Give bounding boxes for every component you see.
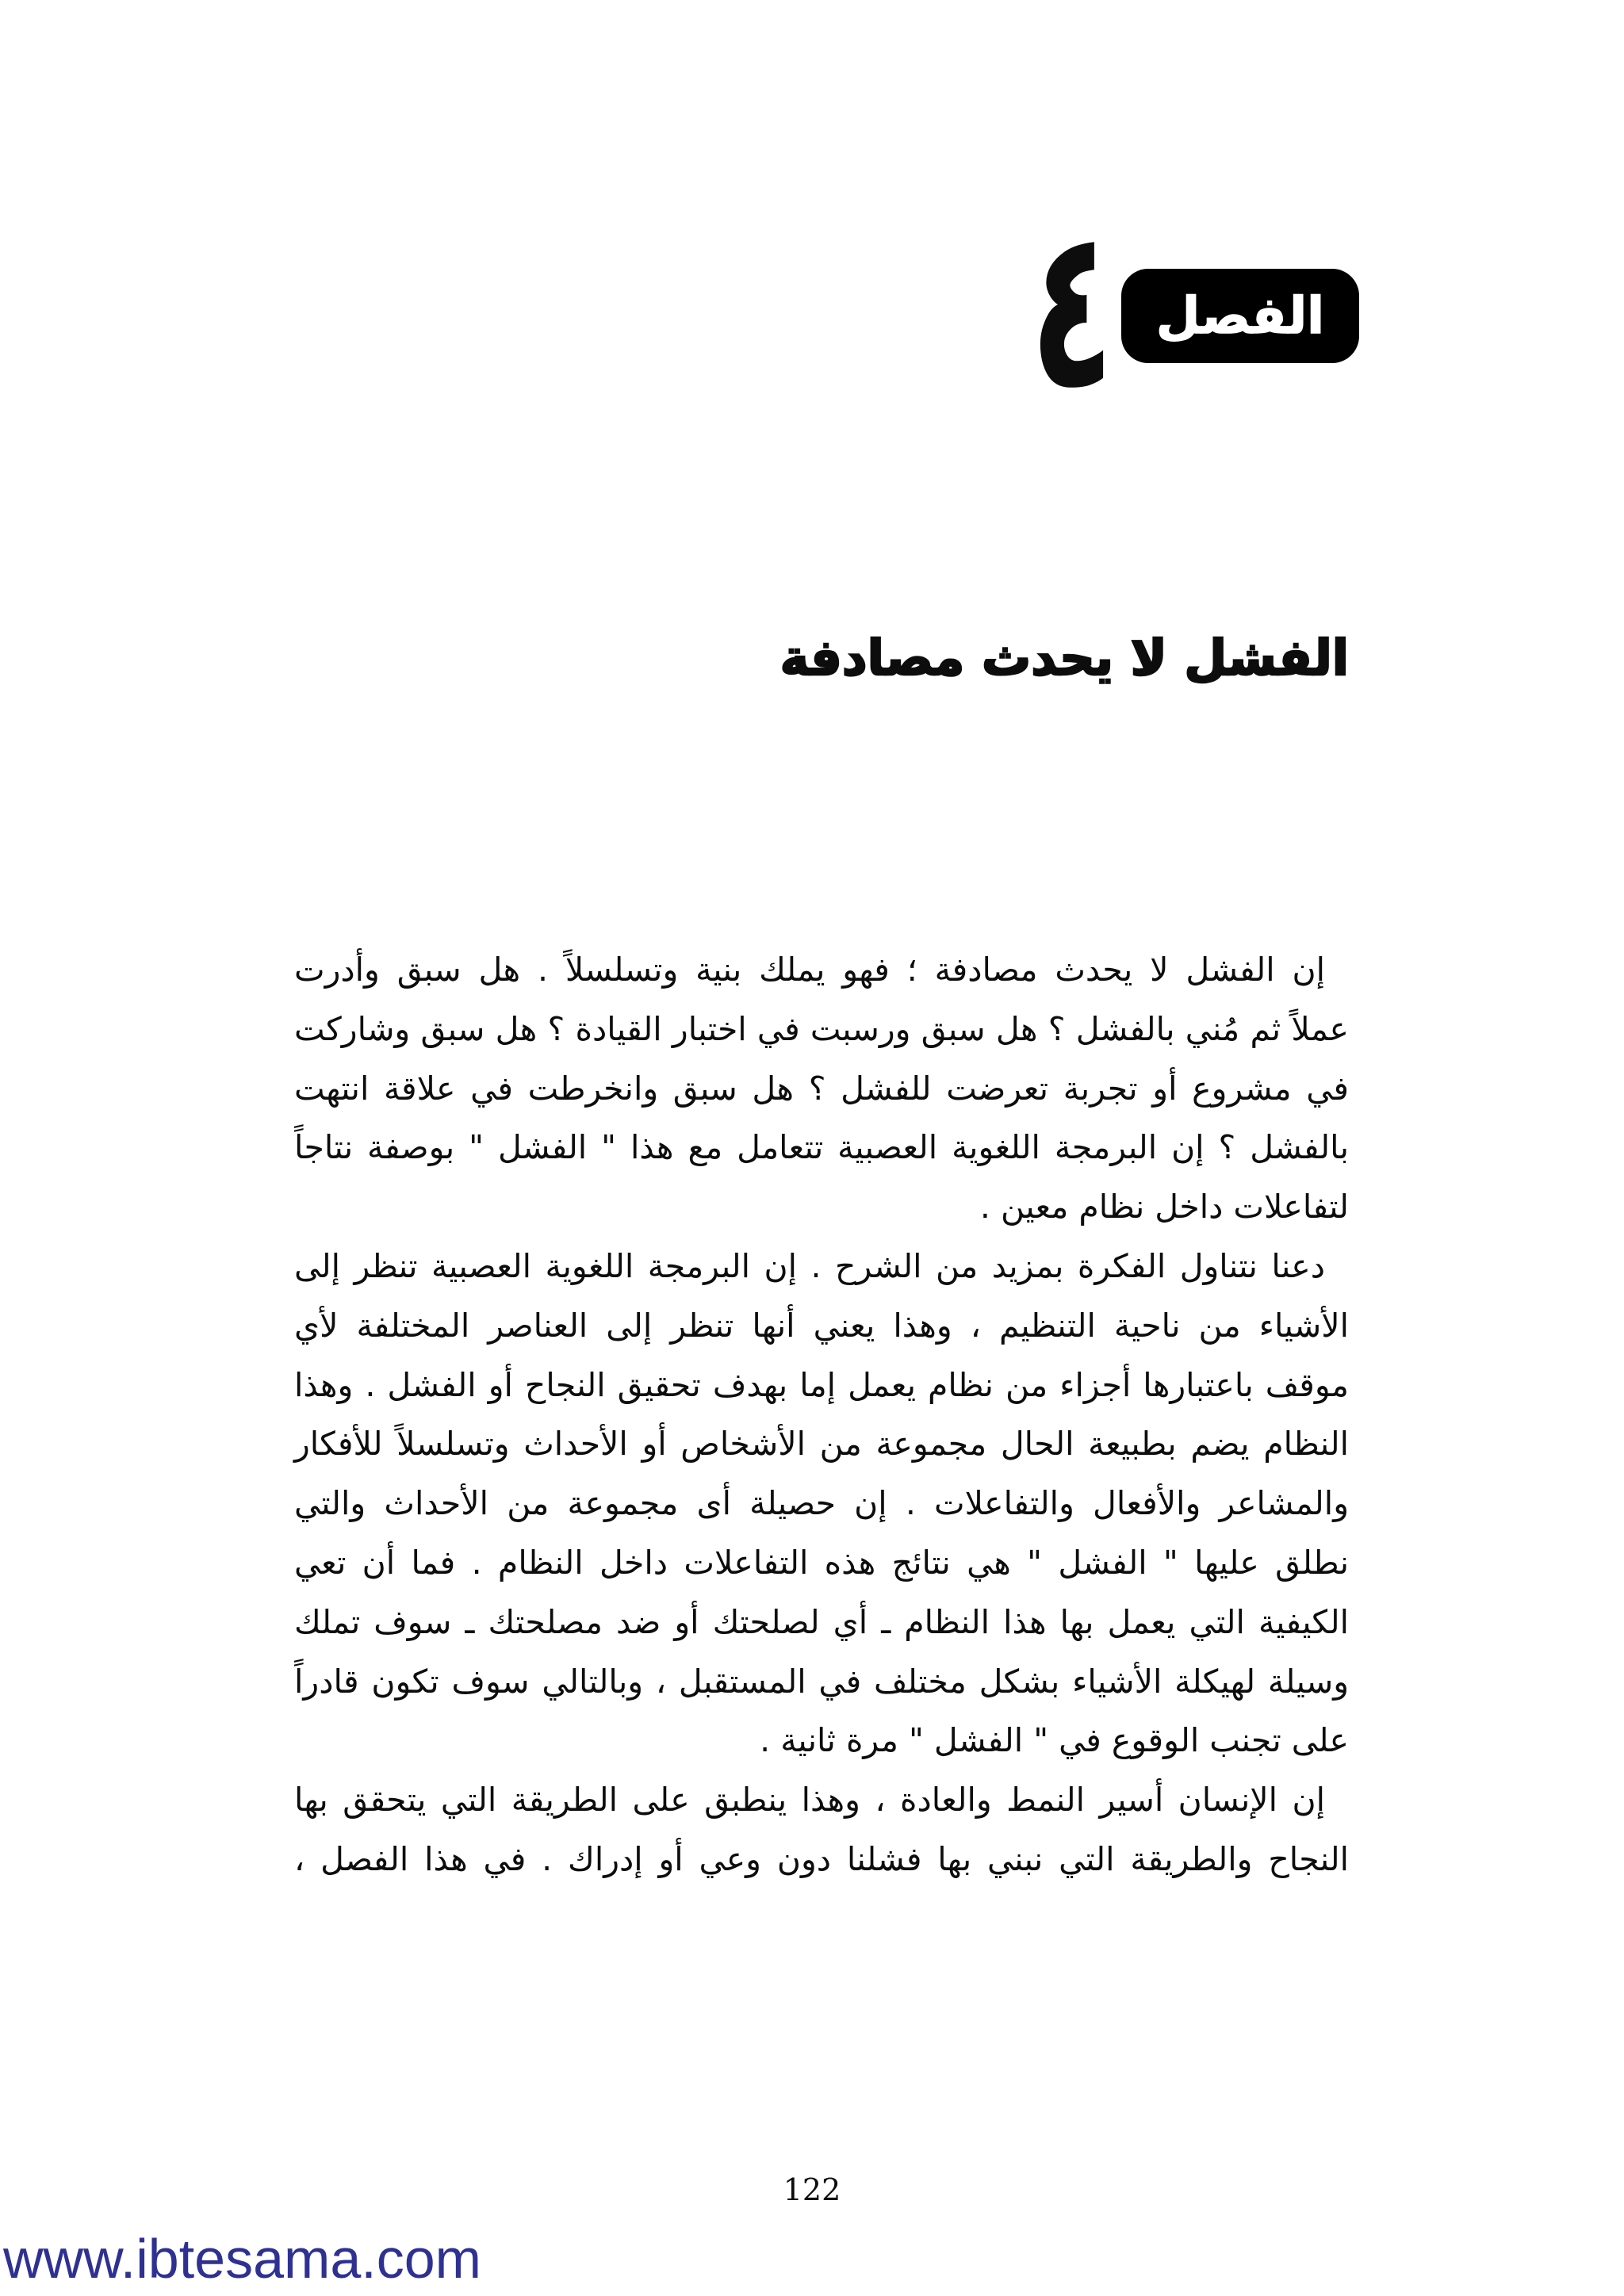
chapter-label-box bbox=[1121, 269, 1359, 363]
text-line: النجاح والطريقة التي نبني بها فشلنا دون وعي أو إدراك . في هذا الفصل ، bbox=[294, 1839, 1349, 1878]
text-line: موقف باعتبارها أجزاء من نظام يعمل إما بهدف تحقيق النجاح أو الفشل . وهذا bbox=[294, 1365, 1349, 1404]
paragraph bbox=[294, 1770, 1349, 1889]
page-number: 122 bbox=[783, 2172, 841, 2207]
body-text bbox=[294, 940, 1349, 1889]
text-line: لتفاعلات داخل نظام معين . bbox=[979, 1188, 1349, 1226]
text-line: والمشاعر والأفعال والتفاعلات . إن حصيلة أى مجموعة من الأحداث والتي bbox=[294, 1484, 1349, 1523]
text-line: على تجنب الوقوع في " الفشل " مرة ثانية . bbox=[760, 1721, 1349, 1760]
chapter-label: الفصل bbox=[1155, 286, 1325, 346]
paragraph bbox=[294, 1237, 1349, 1770]
text-line: وسيلة لهيكلة الأشياء بشكل مختلف في المستقبل ، وبالتالي سوف تكون قادراً bbox=[294, 1662, 1349, 1701]
text-line: عملاً ثم مُني بالفشل ؟ هل سبق ورسبت في اختبار القيادة ؟ هل سبق وشاركت bbox=[294, 1009, 1349, 1048]
text-line: النظام يضم بطبيعة الحال مجموعة من الأشخاص أو الأحداث وتسلسلاً للأفكار bbox=[294, 1425, 1349, 1464]
text-line: إن الفشل لا يحدث مصادفة ؛ فهو يملك بنية وتسلسلاً . هل سبق وأدرت bbox=[294, 951, 1325, 989]
text-line: إن الإنسان أسير النمط والعادة ، وهذا ينطبق على الطريقة التي يتحقق بها bbox=[294, 1781, 1325, 1820]
text-line: الأشياء من ناحية التنظيم ، وهذا يعني أنها تنظر إلى العناصر المختلفة لأي bbox=[294, 1306, 1349, 1345]
chapter-number: ٤ bbox=[1030, 180, 1114, 438]
text-line: الكيفية التي يعمل بها هذا النظام ـ أي لصلحتك أو ضد مصلحتك ـ سوف تملك bbox=[294, 1602, 1349, 1641]
text-line: في مشروع أو تجربة تعرضت للفشل ؟ هل سبق وانخرطت في علاقة انتهت bbox=[294, 1069, 1349, 1108]
text-line: دعنا نتناول الفكرة بمزيد من الشرح . إن البرمجة اللغوية العصبية تنظر إلى bbox=[294, 1246, 1325, 1285]
text-line: نطلق عليها " الفشل " هي نتائج هذه التفاعلات داخل النظام . فما أن تعي bbox=[294, 1543, 1349, 1582]
paragraph bbox=[294, 940, 1349, 1237]
chapter-title: الفشل لا يحدث مصادفة bbox=[779, 629, 1349, 687]
watermark: www.ibtesama.com bbox=[3, 2228, 481, 2290]
text-line: بالفشل ؟ إن البرمجة اللغوية العصبية تتعامل مع هذا " الفشل " بوصفة نتاجاً bbox=[294, 1128, 1349, 1167]
